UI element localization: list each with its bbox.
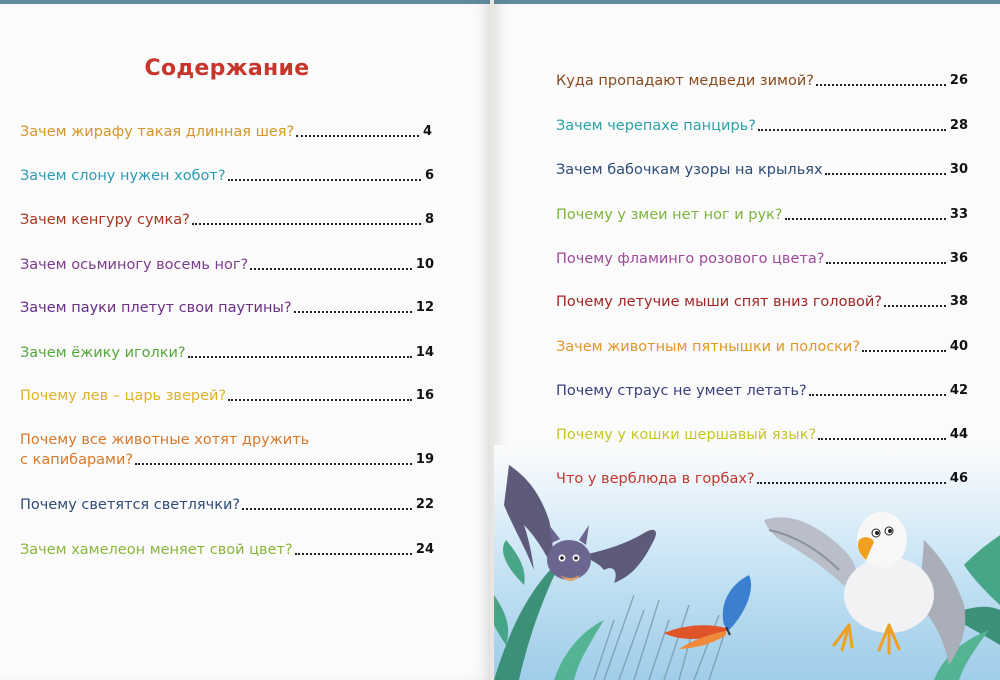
toc-entry-title: Зачем жирафу такая длинная шея? [20, 124, 295, 140]
toc-page-number: 10 [415, 257, 434, 272]
toc-entry-title-line2: с капибарами? [20, 452, 134, 468]
toc-entry[interactable] [20, 298, 434, 318]
page-title: Содержание [144, 56, 310, 81]
toc-page-number: 14 [415, 345, 434, 360]
toc-entry[interactable] [556, 71, 968, 91]
dot-leader [135, 463, 412, 465]
dot-leader [294, 311, 412, 313]
toc-entry[interactable] [556, 337, 968, 357]
toc-page-number: 19 [415, 452, 434, 467]
dot-leader [758, 129, 946, 131]
toc-entry-title: Зачем животным пятнышки и полоски? [556, 339, 861, 355]
toc-entry-title: Зачем кенгуру сумка? [20, 212, 190, 228]
right-page [494, 0, 1000, 680]
toc-entry[interactable] [20, 540, 434, 560]
toc-page-number: 26 [949, 73, 968, 88]
dot-leader [192, 223, 421, 225]
dot-leader [862, 350, 946, 352]
dot-leader [188, 356, 412, 358]
page-top-edge [0, 0, 490, 4]
toc-entry[interactable] [20, 343, 434, 363]
toc-entry[interactable] [556, 249, 968, 269]
toc-page-number: 24 [415, 542, 434, 557]
left-page [0, 0, 490, 680]
toc-entry-title: Почему страус не умеет летать? [556, 383, 807, 399]
toc-entry[interactable] [556, 425, 968, 445]
page-top-edge [494, 0, 1000, 4]
toc-entry[interactable] [20, 386, 434, 406]
toc-entry-title: Зачем ёжику иголки? [20, 345, 186, 361]
toc-entry-title: Почему лев – царь зверей? [20, 388, 227, 404]
toc-page-number: 36 [949, 251, 968, 266]
toc-entry-title: Что у верблюда в горбах? [556, 471, 755, 487]
toc-entry-title: Зачем пауки плетут свои паутины? [20, 300, 292, 316]
dot-leader [296, 135, 419, 137]
toc-page-number: 28 [949, 118, 968, 133]
dot-leader [809, 394, 946, 396]
dot-leader [816, 84, 946, 86]
toc-entry[interactable] [556, 205, 968, 225]
toc-entry[interactable] [556, 292, 968, 312]
dot-leader [228, 399, 412, 401]
toc-page-number: 44 [949, 427, 968, 442]
toc-page-number: 46 [949, 471, 968, 486]
toc-page-number: 16 [415, 388, 434, 403]
dot-leader [785, 218, 946, 220]
toc-entry-title: Зачем хамелеон меняет свой цвет? [20, 542, 293, 558]
toc-entry-title: Почему у змеи нет ног и рук? [556, 207, 783, 223]
dot-leader [295, 553, 412, 555]
toc-entry[interactable] [20, 210, 434, 230]
toc-entry[interactable] [556, 160, 968, 180]
toc-entry-title: Почему у кошки шершавый язык? [556, 427, 817, 443]
toc-page-number: 6 [424, 168, 434, 183]
toc-entry-title: Зачем бабочкам узоры на крыльях [556, 162, 823, 178]
toc-page-number: 4 [422, 124, 432, 139]
toc-page-number: 38 [949, 294, 968, 309]
dot-leader [250, 268, 412, 270]
toc-page-number: 40 [949, 339, 968, 354]
toc-page-number: 33 [949, 207, 968, 222]
dot-leader [825, 173, 946, 175]
toc-entry[interactable] [20, 122, 432, 142]
toc-entry-title: Почему летучие мыши спят вниз головой? [556, 294, 882, 310]
dot-leader [757, 482, 946, 484]
toc-entry-title-line1: Почему все животные хотят дружить [20, 432, 310, 448]
toc-entry[interactable] [556, 381, 968, 401]
toc-entry[interactable] [20, 430, 434, 470]
toc-entry-title: Почему светятся светлячки? [20, 497, 241, 513]
toc-entry[interactable] [20, 166, 434, 186]
toc-page-number: 8 [424, 212, 434, 227]
toc-entry-title: Куда пропадают медведи зимой? [556, 73, 814, 89]
toc-entry-title: Зачем осьминогу восемь ног? [20, 257, 249, 273]
toc-entry-title: Почему фламинго розового цвета? [556, 251, 825, 267]
dot-leader [818, 438, 946, 440]
dot-leader [242, 508, 412, 510]
toc-page-number: 22 [415, 497, 434, 512]
toc-page-number: 42 [949, 383, 968, 398]
dot-leader [228, 179, 421, 181]
toc-entry[interactable] [20, 495, 434, 515]
toc-entry[interactable] [556, 116, 968, 136]
dot-leader [826, 262, 945, 264]
toc-entry-title: Зачем черепахе панцирь? [556, 118, 756, 134]
toc-page-number: 12 [415, 300, 434, 315]
toc-entry[interactable] [20, 255, 434, 275]
dot-leader [884, 305, 946, 307]
toc-entry[interactable] [556, 469, 968, 489]
toc-page-number: 30 [949, 162, 968, 177]
toc-entry-title: Зачем слону нужен хобот? [20, 168, 226, 184]
